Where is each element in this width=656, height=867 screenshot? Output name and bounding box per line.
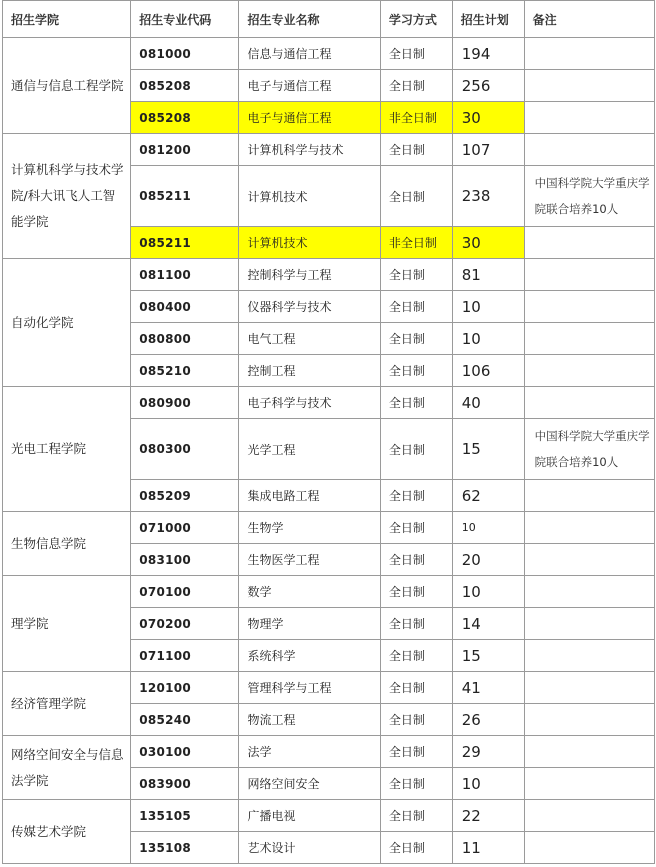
table-row [3,800,655,832]
code-cell: 085210 [131,355,239,387]
table-row [3,736,655,768]
table-body [3,38,655,864]
note-cell [524,102,654,134]
major-name-cell: 控制工程 [239,355,380,387]
college-cell: 自动化学院 [3,259,131,387]
code-cell: 083100 [131,544,239,576]
note-cell [524,832,654,864]
code-cell: 085208 [131,70,239,102]
plan-cell: 30 [452,102,524,134]
major-name-cell: 生物学 [239,512,380,544]
study-mode-cell: 全日制 [380,70,452,102]
study-mode-cell: 全日制 [380,134,452,166]
note-cell: 中国科学院大学重庆学院联合培养10人 [524,166,654,227]
code-cell: 080800 [131,323,239,355]
major-name-cell: 信息与通信工程 [239,38,380,70]
note-cell [524,576,654,608]
code-cell: 080400 [131,291,239,323]
study-mode-cell: 全日制 [380,259,452,291]
code-cell: 081200 [131,134,239,166]
table-row [3,387,655,419]
note-cell [524,608,654,640]
table-row [3,512,655,544]
header-plan: 招生计划 [452,1,524,38]
major-name-cell: 网络空间安全 [239,768,380,800]
note-cell [524,544,654,576]
study-mode-cell: 全日制 [380,608,452,640]
major-name-cell: 计算机技术 [239,166,380,227]
plan-cell: 10 [452,512,524,544]
college-cell: 传媒艺术学院 [3,800,131,864]
study-mode-cell: 全日制 [380,640,452,672]
code-cell: 135105 [131,800,239,832]
code-cell: 081100 [131,259,239,291]
major-name-cell: 广播电视 [239,800,380,832]
study-mode-cell: 全日制 [380,419,452,480]
major-name-cell: 计算机科学与技术 [239,134,380,166]
table-row [3,576,655,608]
code-cell: 085208 [131,102,239,134]
note-cell [524,134,654,166]
major-name-cell: 法学 [239,736,380,768]
header-mode: 学习方式 [380,1,452,38]
study-mode-cell: 全日制 [380,576,452,608]
plan-cell: 22 [452,800,524,832]
table-row [3,672,655,704]
admissions-table [2,0,655,864]
major-name-cell: 艺术设计 [239,832,380,864]
major-name-cell: 电气工程 [239,323,380,355]
major-name-cell: 光学工程 [239,419,380,480]
code-cell: 135108 [131,832,239,864]
plan-cell: 30 [452,227,524,259]
note-cell [524,480,654,512]
code-cell: 071100 [131,640,239,672]
major-name-cell: 电子与通信工程 [239,102,380,134]
major-name-cell: 物理学 [239,608,380,640]
plan-cell: 256 [452,70,524,102]
study-mode-cell: 全日制 [380,544,452,576]
college-cell: 计算机科学与技术学院/科大讯飞人工智能学院 [3,134,131,259]
note-cell [524,640,654,672]
study-mode-cell: 全日制 [380,832,452,864]
code-cell: 120100 [131,672,239,704]
major-name-cell: 计算机技术 [239,227,380,259]
table-row [3,134,655,166]
note-cell [524,672,654,704]
plan-cell: 14 [452,608,524,640]
plan-cell: 107 [452,134,524,166]
study-mode-cell: 全日制 [380,512,452,544]
major-name-cell: 控制科学与工程 [239,259,380,291]
note-cell [524,768,654,800]
code-cell: 030100 [131,736,239,768]
code-cell: 081000 [131,38,239,70]
plan-cell: 10 [452,291,524,323]
study-mode-cell: 全日制 [380,672,452,704]
study-mode-cell: 全日制 [380,480,452,512]
code-cell: 071000 [131,512,239,544]
note-cell [524,704,654,736]
plan-cell: 10 [452,768,524,800]
major-name-cell: 电子科学与技术 [239,387,380,419]
study-mode-cell: 全日制 [380,38,452,70]
note-cell [524,323,654,355]
major-name-cell: 数学 [239,576,380,608]
major-name-cell: 仪器科学与技术 [239,291,380,323]
plan-cell: 11 [452,832,524,864]
plan-cell: 62 [452,480,524,512]
header-note: 备注 [524,1,654,38]
note-cell [524,291,654,323]
college-cell: 网络空间安全与信息法学院 [3,736,131,800]
note-cell [524,227,654,259]
code-cell: 085240 [131,704,239,736]
header-name: 招生专业名称 [239,1,380,38]
college-cell: 通信与信息工程学院 [3,38,131,134]
study-mode-cell: 非全日制 [380,227,452,259]
code-cell: 085209 [131,480,239,512]
note-cell [524,259,654,291]
plan-cell: 10 [452,576,524,608]
note-cell [524,355,654,387]
note-cell [524,387,654,419]
note-cell [524,70,654,102]
study-mode-cell: 全日制 [380,355,452,387]
code-cell: 085211 [131,166,239,227]
plan-cell: 20 [452,544,524,576]
study-mode-cell: 全日制 [380,387,452,419]
major-name-cell: 管理科学与工程 [239,672,380,704]
study-mode-cell: 全日制 [380,736,452,768]
college-cell: 理学院 [3,576,131,672]
plan-cell: 26 [452,704,524,736]
study-mode-cell: 全日制 [380,291,452,323]
plan-cell: 194 [452,38,524,70]
code-cell: 070200 [131,608,239,640]
plan-cell: 15 [452,419,524,480]
header-college: 招生学院 [3,1,131,38]
table-row [3,38,655,70]
header-row [3,1,655,38]
code-cell: 070100 [131,576,239,608]
major-name-cell: 物流工程 [239,704,380,736]
code-cell: 080900 [131,387,239,419]
major-name-cell: 电子与通信工程 [239,70,380,102]
plan-cell: 106 [452,355,524,387]
table-row [3,259,655,291]
note-cell [524,800,654,832]
code-cell: 085211 [131,227,239,259]
note-cell [524,512,654,544]
note-cell: 中国科学院大学重庆学院联合培养10人 [524,419,654,480]
college-cell: 经济管理学院 [3,672,131,736]
note-cell [524,38,654,70]
study-mode-cell: 全日制 [380,323,452,355]
note-cell [524,736,654,768]
header-code: 招生专业代码 [131,1,239,38]
major-name-cell: 系统科学 [239,640,380,672]
study-mode-cell: 全日制 [380,704,452,736]
study-mode-cell: 全日制 [380,166,452,227]
plan-cell: 29 [452,736,524,768]
college-cell: 生物信息学院 [3,512,131,576]
plan-cell: 10 [452,323,524,355]
plan-cell: 238 [452,166,524,227]
major-name-cell: 生物医学工程 [239,544,380,576]
plan-cell: 41 [452,672,524,704]
study-mode-cell: 非全日制 [380,102,452,134]
study-mode-cell: 全日制 [380,800,452,832]
major-name-cell: 集成电路工程 [239,480,380,512]
college-cell: 光电工程学院 [3,387,131,512]
study-mode-cell: 全日制 [380,768,452,800]
plan-cell: 40 [452,387,524,419]
plan-cell: 81 [452,259,524,291]
plan-cell: 15 [452,640,524,672]
code-cell: 083900 [131,768,239,800]
code-cell: 080300 [131,419,239,480]
